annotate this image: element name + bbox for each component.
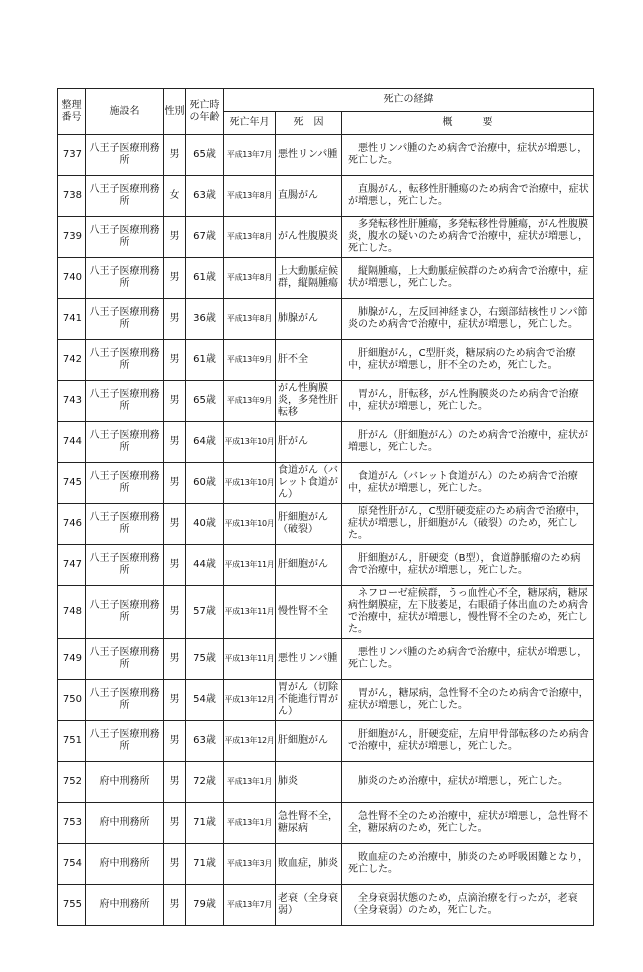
cause-of-death: 老衰（全身衰弱） — [276, 885, 342, 926]
death-date: 平成13年11月 — [224, 639, 276, 680]
table-row — [58, 135, 594, 176]
cause-of-death: 肺炎 — [276, 762, 342, 803]
summary: 悪性リンパ腫のため病舎で治療中，症状が増悪し，死亡した。 — [342, 135, 594, 176]
table-row — [58, 381, 594, 422]
sex: 男 — [164, 217, 186, 258]
table-row — [58, 504, 594, 545]
sex: 男 — [164, 258, 186, 299]
death-date: 平成13年1月 — [224, 803, 276, 844]
summary: 肺腺がん，左反回神経まひ，右頸部結核性リンパ節炎のため病舎で治療中，症状が増悪し，死亡した。 — [342, 299, 594, 340]
cause-of-death: 肝細胞がん — [276, 545, 342, 586]
header-summary: 概 要 — [342, 112, 594, 135]
table-row — [58, 217, 594, 258]
summary: 直腸がん，転移性肝腫瘍のため病舎で治療中，症状が増悪し，死亡した。 — [342, 176, 594, 217]
record-id: 739 — [58, 217, 86, 258]
age: 71歳 — [186, 803, 224, 844]
age: 44歳 — [186, 545, 224, 586]
cause-of-death: 急性腎不全，糖尿病 — [276, 803, 342, 844]
death-date: 平成13年8月 — [224, 299, 276, 340]
table-row — [58, 885, 594, 926]
death-date: 平成13年12月 — [224, 680, 276, 721]
summary: 肝がん（肝細胞がん）のため病舎で治療中，症状が増悪し，死亡した。 — [342, 422, 594, 463]
table-row — [58, 463, 594, 504]
sex: 男 — [164, 463, 186, 504]
sex: 男 — [164, 586, 186, 639]
age: 79歳 — [186, 885, 224, 926]
facility-name: 八王子医療刑務所 — [86, 545, 164, 586]
cause-of-death: 上大動脈症候群，縦隔腫瘍 — [276, 258, 342, 299]
facility-name: 八王子医療刑務所 — [86, 217, 164, 258]
summary: 悪性リンパ腫のため病舎で治療中，症状が増悪し，死亡した。 — [342, 639, 594, 680]
cause-of-death: 胃がん（切除不能進行胃がん） — [276, 680, 342, 721]
facility-name: 八王子医療刑務所 — [86, 586, 164, 639]
table-row — [58, 586, 594, 639]
table-row — [58, 340, 594, 381]
death-date: 平成13年10月 — [224, 463, 276, 504]
summary: 多発転移性肝腫瘍，多発転移性骨腫瘍，がん性腹膜炎，腹水の疑いのため病舎で治療中，症状が増悪し，死亡した。 — [342, 217, 594, 258]
death-date: 平成13年8月 — [224, 258, 276, 299]
facility-name: 八王子医療刑務所 — [86, 422, 164, 463]
facility-name: 八王子医療刑務所 — [86, 504, 164, 545]
record-id: 742 — [58, 340, 86, 381]
table-row — [58, 258, 594, 299]
record-id: 740 — [58, 258, 86, 299]
age: 63歳 — [186, 721, 224, 762]
facility-name: 府中刑務所 — [86, 762, 164, 803]
table-row — [58, 545, 594, 586]
age: 63歳 — [186, 176, 224, 217]
facility-name: 八王子医療刑務所 — [86, 381, 164, 422]
table-row — [58, 721, 594, 762]
header-id: 整理番号 — [58, 89, 86, 135]
header-group: 死亡の経緯 — [224, 89, 594, 112]
facility-name: 八王子医療刑務所 — [86, 463, 164, 504]
death-date: 平成13年7月 — [224, 885, 276, 926]
summary: 胃がん，肝転移，がん性胸膜炎のため病舎で治療中，症状が増悪し，死亡した。 — [342, 381, 594, 422]
cause-of-death: 肝細胞がん（破裂） — [276, 504, 342, 545]
cause-of-death: 敗血症，肺炎 — [276, 844, 342, 885]
cause-of-death: 肝細胞がん — [276, 721, 342, 762]
sex: 男 — [164, 803, 186, 844]
facility-name: 八王子医療刑務所 — [86, 135, 164, 176]
record-id: 750 — [58, 680, 86, 721]
age: 75歳 — [186, 639, 224, 680]
summary: 肝細胞がん，C型肝炎，糖尿病のため病舎で治療中，症状が増悪し，肝不全のため，死亡した。 — [342, 340, 594, 381]
death-date: 平成13年9月 — [224, 340, 276, 381]
summary: 敗血症のため治療中，肺炎のため呼吸困難となり，死亡した。 — [342, 844, 594, 885]
cause-of-death: がん性胸膜炎，多発性肝転移 — [276, 381, 342, 422]
death-date: 平成13年11月 — [224, 586, 276, 639]
facility-name: 府中刑務所 — [86, 885, 164, 926]
sex: 男 — [164, 844, 186, 885]
cause-of-death: 悪性リンパ腫 — [276, 639, 342, 680]
header-sex: 性別 — [164, 89, 186, 135]
record-id: 738 — [58, 176, 86, 217]
death-date: 平成13年11月 — [224, 545, 276, 586]
age: 61歳 — [186, 258, 224, 299]
record-id: 741 — [58, 299, 86, 340]
header-cause: 死 因 — [276, 112, 342, 135]
age: 64歳 — [186, 422, 224, 463]
sex: 男 — [164, 422, 186, 463]
record-id: 751 — [58, 721, 86, 762]
sex: 男 — [164, 639, 186, 680]
cause-of-death: 肺腺がん — [276, 299, 342, 340]
death-date: 平成13年1月 — [224, 762, 276, 803]
table-row — [58, 844, 594, 885]
age: 61歳 — [186, 340, 224, 381]
age: 60歳 — [186, 463, 224, 504]
sex: 男 — [164, 885, 186, 926]
sex: 男 — [164, 504, 186, 545]
death-records-table — [57, 88, 594, 926]
death-date: 平成13年12月 — [224, 721, 276, 762]
sex: 男 — [164, 762, 186, 803]
sex: 男 — [164, 381, 186, 422]
sex: 男 — [164, 135, 186, 176]
death-date: 平成13年8月 — [224, 217, 276, 258]
cause-of-death: 肝不全 — [276, 340, 342, 381]
cause-of-death: 悪性リンパ腫 — [276, 135, 342, 176]
sex: 男 — [164, 680, 186, 721]
record-id: 754 — [58, 844, 86, 885]
age: 71歳 — [186, 844, 224, 885]
facility-name: 八王子医療刑務所 — [86, 258, 164, 299]
table-row — [58, 299, 594, 340]
summary: 急性腎不全のため治療中，症状が増悪し，急性腎不全，糖尿病のため，死亡した。 — [342, 803, 594, 844]
record-id: 747 — [58, 545, 86, 586]
age: 72歳 — [186, 762, 224, 803]
facility-name: 八王子医療刑務所 — [86, 340, 164, 381]
cause-of-death: 直腸がん — [276, 176, 342, 217]
summary: 肝細胞がん，肝硬変症，左肩甲骨部転移のため病舎で治療中，症状が増悪し，死亡した。 — [342, 721, 594, 762]
header-age: 死亡時の年齢 — [186, 89, 224, 135]
table-row — [58, 422, 594, 463]
sex: 男 — [164, 299, 186, 340]
record-id: 749 — [58, 639, 86, 680]
summary: ネフローゼ症候群，うっ血性心不全，糖尿病，糖尿病性網膜症，左下肢萎足，右眼硝子体出血のため病舎で治療中，症状が増悪し，慢性腎不全のため，死亡した。 — [342, 586, 594, 639]
record-id: 752 — [58, 762, 86, 803]
age: 54歳 — [186, 680, 224, 721]
age: 36歳 — [186, 299, 224, 340]
summary: 原発性肝がん，C型肝硬変症のため病舎で治療中，症状が増悪し，肝細胞がん（破裂）のため，死亡した。 — [342, 504, 594, 545]
sex: 男 — [164, 545, 186, 586]
facility-name: 八王子医療刑務所 — [86, 721, 164, 762]
facility-name: 八王子医療刑務所 — [86, 176, 164, 217]
death-date: 平成13年9月 — [224, 381, 276, 422]
header-facility: 施設名 — [86, 89, 164, 135]
age: 65歳 — [186, 381, 224, 422]
facility-name: 八王子医療刑務所 — [86, 639, 164, 680]
summary: 全身衰弱状態のため，点滴治療を行ったが，老衰（全身衰弱）のため，死亡した。 — [342, 885, 594, 926]
age: 65歳 — [186, 135, 224, 176]
sex: 女 — [164, 176, 186, 217]
header-date: 死亡年月 — [224, 112, 276, 135]
summary: 胃がん，糖尿病，急性腎不全のため病舎で治療中，症状が増悪し，死亡した。 — [342, 680, 594, 721]
cause-of-death: 肝がん — [276, 422, 342, 463]
record-id: 748 — [58, 586, 86, 639]
facility-name: 八王子医療刑務所 — [86, 299, 164, 340]
cause-of-death: 慢性腎不全 — [276, 586, 342, 639]
summary: 肝細胞がん，肝硬変（B型），食道静脈瘤のため病舎で治療中，症状が増悪し，死亡した。 — [342, 545, 594, 586]
death-date: 平成13年3月 — [224, 844, 276, 885]
death-date: 平成13年10月 — [224, 504, 276, 545]
summary: 肺炎のため治療中，症状が増悪し，死亡した。 — [342, 762, 594, 803]
death-date: 平成13年7月 — [224, 135, 276, 176]
facility-name: 府中刑務所 — [86, 844, 164, 885]
sex: 男 — [164, 721, 186, 762]
record-id: 737 — [58, 135, 86, 176]
record-id: 744 — [58, 422, 86, 463]
age: 40歳 — [186, 504, 224, 545]
summary: 縦隔腫瘍，上大動脈症候群のため病舎で治療中，症状が増悪し，死亡した。 — [342, 258, 594, 299]
age: 67歳 — [186, 217, 224, 258]
cause-of-death: 食道がん（バレット食道がん） — [276, 463, 342, 504]
table-row — [58, 762, 594, 803]
age: 57歳 — [186, 586, 224, 639]
table-row — [58, 639, 594, 680]
table-row — [58, 176, 594, 217]
record-id: 746 — [58, 504, 86, 545]
table-row — [58, 803, 594, 844]
death-date: 平成13年8月 — [224, 176, 276, 217]
table-row — [58, 680, 594, 721]
sex: 男 — [164, 340, 186, 381]
record-id: 743 — [58, 381, 86, 422]
record-id: 745 — [58, 463, 86, 504]
summary: 食道がん（バレット食道がん）のため病舎で治療中，症状が増悪し，死亡した。 — [342, 463, 594, 504]
facility-name: 八王子医療刑務所 — [86, 680, 164, 721]
cause-of-death: がん性腹膜炎 — [276, 217, 342, 258]
facility-name: 府中刑務所 — [86, 803, 164, 844]
record-id: 755 — [58, 885, 86, 926]
death-date: 平成13年10月 — [224, 422, 276, 463]
record-id: 753 — [58, 803, 86, 844]
